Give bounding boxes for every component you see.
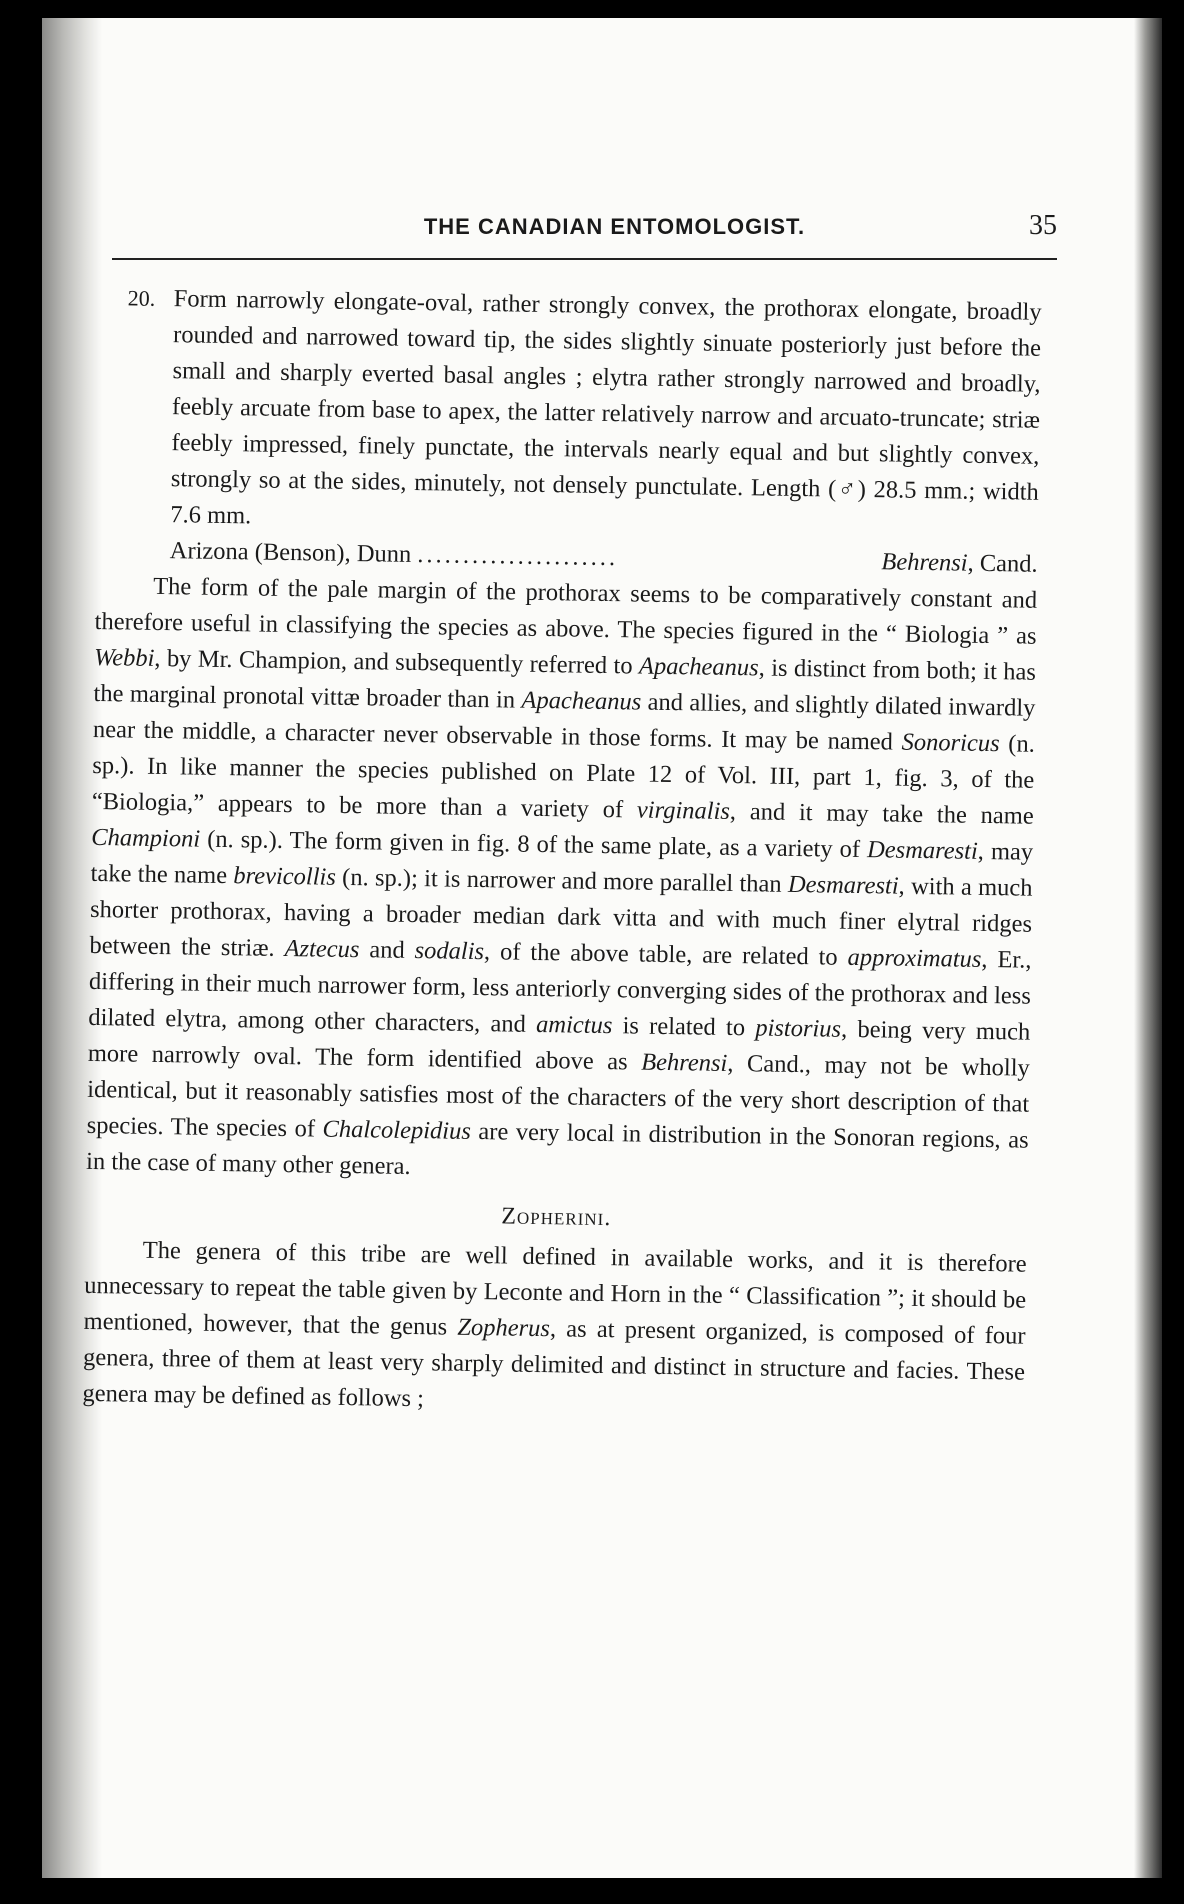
text-run: , by Mr. Champion, and subsequently referred to	[154, 644, 640, 680]
text-run: , may take the name	[90, 837, 1034, 890]
paragraph-zopherini	[82, 1232, 1027, 1427]
text-run: are very local in distribution in the Sonoran regions, as in the case of many other genera.	[85, 1117, 1029, 1180]
page-body	[82, 280, 1042, 1427]
taxon-name: Desmaresti	[866, 836, 978, 865]
paragraph-remarks	[86, 568, 1037, 1195]
page-edge-shadow	[1134, 18, 1162, 1878]
text-run: , with a much shorter prothorax, having a broader median dark vitta and with much finer elytral ridges between the striæ.	[89, 872, 1033, 962]
text-run: , is distinct from both; it has the marginal pronotal vittæ broader than in	[93, 654, 1037, 714]
text-run: , Er., differing in their much narrower form, less anteriorly converging sides of the prothorax and less dilated elytra, among other characters, and	[88, 945, 1032, 1038]
entry-description: Form narrowly elongate-oval, rather strongly convex, the prothorax elongate, broadly rounded and narrowed toward tip, the sides slightly sinuate posteriorly just before the small and sharply everted basal angles ; elytra rather strongly narrowed and broadly, feebly arcuate from base to apex, the latter relatively narrow and arcuato-truncate; striæ feebly impressed, finely punctate, the intervals nearly equal and but slightly convex, strongly so at the sides, minutely, not densely punctulate. Length (♂) 28.5 mm.; width 7.6 mm.	[170, 285, 1042, 530]
text-run: , and it may take the name	[729, 797, 1034, 830]
taxon-name: Chalcolepidius	[322, 1115, 472, 1145]
text-run: , Cand., may not be wholly identical, but it reasonably satisfies most of the characters of the very short description of that species. The species of	[86, 1049, 1030, 1143]
text-run: (n. sp.). In like manner the species published on Plate 12 of Vol. III, part 1, fig. 3, of the “Biologia,” appears to be more than a variety of	[91, 730, 1036, 824]
entry-number: 20.	[127, 285, 156, 311]
taxon-name: Apacheanus	[638, 652, 759, 682]
text-run: The genera of this tribe are well defined in available works, and it is therefore unnecessary to repeat the table given by Leconte and Horn in the “ Classification ”; it should be mentioned, however, that the genus	[83, 1236, 1027, 1341]
text-run: and	[359, 936, 415, 965]
taxon-name: pistorius	[755, 1014, 842, 1043]
taxon-name: Zopherus	[457, 1313, 551, 1343]
running-header	[112, 208, 1057, 248]
taxon-name: Aztecus	[284, 934, 360, 964]
entry-leader-dots: ......................	[417, 541, 619, 572]
text-run: , as at present organized, is composed of four genera, three of them at least very sharply delimited and distinct in structure and facies. These genera may be defined as follows ;	[82, 1315, 1026, 1413]
text-run: (n. sp.). The form given in fig. 8 of the same plate, as a variety of	[199, 825, 868, 864]
running-title: THE CANADIAN ENTOMOLOGIST.	[423, 214, 806, 239]
taxon-name: Championi	[91, 823, 201, 853]
taxon-name: amictus	[535, 1010, 613, 1040]
taxon-name: Sonoricus	[901, 728, 1000, 758]
text-run: is related to	[612, 1012, 756, 1042]
text-run: , of the above table, are related to	[483, 938, 848, 971]
taxon-name: approximatus	[847, 943, 982, 973]
text-run: and allies, and slightly dilated inwardly near the middle, a character never observable in those forms. It may be named	[92, 688, 1036, 756]
entry-locality: Arizona (Benson), Dunn	[169, 537, 412, 568]
taxon-name: Apacheanus	[521, 686, 642, 716]
page-number: 35	[1029, 210, 1057, 241]
header-rule	[112, 258, 1057, 260]
taxon-name: Desmaresti	[787, 870, 899, 900]
section-heading: Zopherini.	[501, 1203, 612, 1232]
taxon-name: Behrensi	[640, 1048, 728, 1077]
entry-species-name	[881, 544, 1038, 582]
text-run: , being very much more narrowly oval. The form identified above as	[87, 1015, 1031, 1076]
species-author: , Cand.	[967, 549, 1038, 578]
taxon-name: Webbi	[93, 643, 155, 672]
book-page	[42, 18, 1162, 1878]
key-entry-20	[95, 280, 1041, 583]
taxon-name: sodalis	[414, 937, 485, 966]
text-run: (n. sp.); it is narrower and more parallel than	[335, 863, 789, 898]
taxon-name: brevicollis	[233, 862, 337, 891]
species-name: Behrensi	[881, 548, 968, 577]
taxon-name: virginalis	[636, 796, 731, 825]
text-run: The form of the pale margin of the prothorax seems to be comparatively constant and therefore useful in classifying the species as above. The species figured in the “ Biologia ” as	[94, 572, 1038, 650]
